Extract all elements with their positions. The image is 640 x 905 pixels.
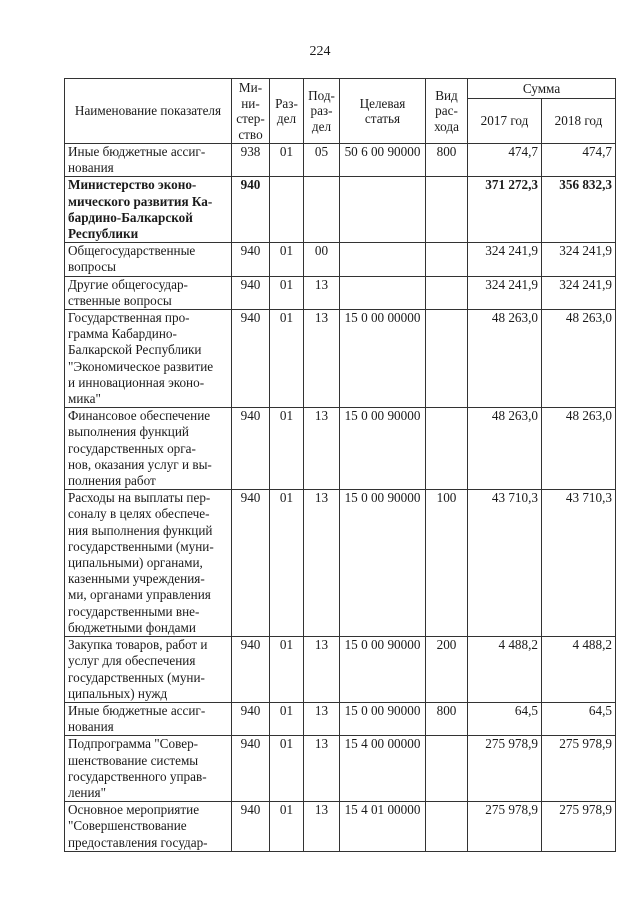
row-subsection: 00 — [304, 243, 340, 276]
row-target — [340, 177, 426, 243]
row-expense-type — [426, 408, 468, 490]
row-amount-2017: 64,5 — [468, 702, 542, 735]
row-target: 15 0 00 00000 — [340, 310, 426, 408]
row-name: Финансовое обеспечение выполнения функций государственных орга- нов, оказания услуг и вы- полнения работ — [65, 408, 232, 490]
row-amount-2017: 48 263,0 — [468, 408, 542, 490]
table-row — [65, 144, 616, 177]
table-body — [65, 144, 616, 852]
budget-table — [64, 78, 616, 852]
table-row — [65, 802, 616, 852]
table-row — [65, 310, 616, 408]
row-subsection: 05 — [304, 144, 340, 177]
row-section: 01 — [270, 802, 304, 852]
table-row — [65, 490, 616, 637]
page-number: 224 — [309, 44, 331, 59]
row-name: Другие общегосудар- ственные вопросы — [65, 276, 232, 309]
row-amount-2018: 4 488,2 — [542, 637, 616, 703]
row-section: 01 — [270, 408, 304, 490]
row-name: Основное мероприятие "Совершенствование предоставления государ- — [65, 802, 232, 852]
header-year-2018: 2018 год — [542, 99, 616, 144]
row-subsection: 13 — [304, 310, 340, 408]
row-ministry: 940 — [232, 802, 270, 852]
row-target — [340, 276, 426, 309]
row-expense-type — [426, 243, 468, 276]
row-amount-2018: 48 263,0 — [542, 408, 616, 490]
table-row — [65, 736, 616, 802]
row-amount-2017: 371 272,3 — [468, 177, 542, 243]
row-section: 01 — [270, 637, 304, 703]
row-amount-2018: 324 241,9 — [542, 276, 616, 309]
header-section: Раз- дел — [270, 79, 304, 144]
row-expense-type — [426, 276, 468, 309]
row-amount-2018: 48 263,0 — [542, 310, 616, 408]
row-ministry: 940 — [232, 736, 270, 802]
row-subsection — [304, 177, 340, 243]
row-subsection: 13 — [304, 736, 340, 802]
row-ministry: 938 — [232, 144, 270, 177]
row-section: 01 — [270, 736, 304, 802]
row-section: 01 — [270, 144, 304, 177]
row-target: 15 4 00 00000 — [340, 736, 426, 802]
row-ministry: 940 — [232, 702, 270, 735]
row-subsection: 13 — [304, 408, 340, 490]
row-name: Иные бюджетные ассиг- нования — [65, 702, 232, 735]
row-expense-type: 800 — [426, 702, 468, 735]
row-name: Государственная про- грамма Кабардино- Балкарской Республики "Экономическое развитие и инновационная эконо- мика" — [65, 310, 232, 408]
row-ministry: 940 — [232, 276, 270, 309]
row-amount-2017: 324 241,9 — [468, 243, 542, 276]
header-subsection: Под- раз- дел — [304, 79, 340, 144]
row-name: Расходы на выплаты пер- соналу в целях обеспече- ния выполнения функций государственными (муни- ципальными) органами, казенными учреждения- ми, органами управления государственными вне- бюджетными фондами — [65, 490, 232, 637]
table-row — [65, 702, 616, 735]
row-amount-2017: 324 241,9 — [468, 276, 542, 309]
row-section: 01 — [270, 310, 304, 408]
row-section: 01 — [270, 243, 304, 276]
row-name: Общегосударственные вопросы — [65, 243, 232, 276]
row-target: 15 0 00 90000 — [340, 637, 426, 703]
row-target: 15 4 01 00000 — [340, 802, 426, 852]
row-ministry: 940 — [232, 243, 270, 276]
row-target: 15 0 00 90000 — [340, 408, 426, 490]
row-target: 50 6 00 90000 — [340, 144, 426, 177]
row-amount-2018: 64,5 — [542, 702, 616, 735]
row-ministry: 940 — [232, 177, 270, 243]
row-expense-type — [426, 177, 468, 243]
row-amount-2018: 356 832,3 — [542, 177, 616, 243]
row-section: 01 — [270, 276, 304, 309]
row-amount-2018: 275 978,9 — [542, 736, 616, 802]
row-name: Иные бюджетные ассиг- нования — [65, 144, 232, 177]
table-row — [65, 276, 616, 309]
row-ministry: 940 — [232, 310, 270, 408]
row-name: Закупка товаров, работ и услуг для обеспечения государственных (муни- ципальных) нужд — [65, 637, 232, 703]
row-section: 01 — [270, 702, 304, 735]
row-expense-type — [426, 736, 468, 802]
row-amount-2018: 275 978,9 — [542, 802, 616, 852]
row-target: 15 0 00 90000 — [340, 702, 426, 735]
row-amount-2017: 474,7 — [468, 144, 542, 177]
row-expense-type: 800 — [426, 144, 468, 177]
row-subsection: 13 — [304, 490, 340, 637]
row-ministry: 940 — [232, 408, 270, 490]
header-ministry: Ми- ни- стер- ство — [232, 79, 270, 144]
row-name: Министерство эконо- мического развития Ка- бардино-Балкарской Республики — [65, 177, 232, 243]
row-target — [340, 243, 426, 276]
row-ministry: 940 — [232, 490, 270, 637]
row-amount-2017: 275 978,9 — [468, 802, 542, 852]
table-row — [65, 408, 616, 490]
row-amount-2018: 324 241,9 — [542, 243, 616, 276]
header-sum: Сумма — [468, 79, 616, 99]
row-amount-2017: 43 710,3 — [468, 490, 542, 637]
row-expense-type: 100 — [426, 490, 468, 637]
row-section — [270, 177, 304, 243]
header-year-2017: 2017 год — [468, 99, 542, 144]
row-subsection: 13 — [304, 702, 340, 735]
header-expense-type: Вид рас- хода — [426, 79, 468, 144]
row-expense-type: 200 — [426, 637, 468, 703]
row-expense-type — [426, 310, 468, 408]
header-name: Наименование показателя — [65, 79, 232, 144]
table-row — [65, 243, 616, 276]
row-ministry: 940 — [232, 637, 270, 703]
row-name: Подпрограмма "Совер- шенствование системы государственного управ- ления" — [65, 736, 232, 802]
row-amount-2018: 474,7 — [542, 144, 616, 177]
row-subsection: 13 — [304, 637, 340, 703]
row-amount-2018: 43 710,3 — [542, 490, 616, 637]
row-target: 15 0 00 90000 — [340, 490, 426, 637]
row-amount-2017: 4 488,2 — [468, 637, 542, 703]
table-row — [65, 637, 616, 703]
row-subsection: 13 — [304, 276, 340, 309]
row-amount-2017: 275 978,9 — [468, 736, 542, 802]
row-expense-type — [426, 802, 468, 852]
row-amount-2017: 48 263,0 — [468, 310, 542, 408]
row-subsection: 13 — [304, 802, 340, 852]
header-target: Целевая статья — [340, 79, 426, 144]
row-section: 01 — [270, 490, 304, 637]
table-row — [65, 177, 616, 243]
